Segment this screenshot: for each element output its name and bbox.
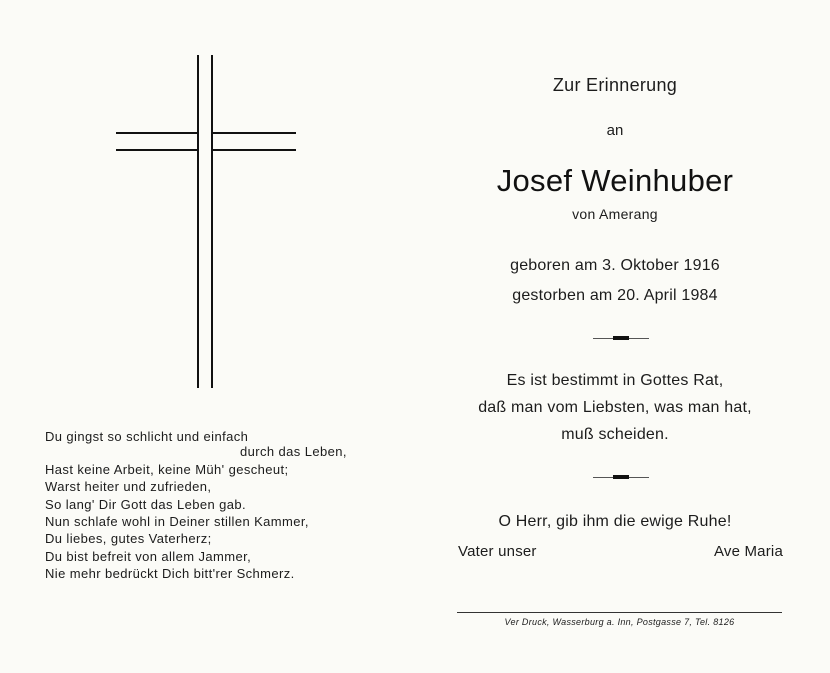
poem-line: Nie mehr bedrückt Dich bitt'rer Schmerz. — [45, 566, 295, 582]
prayer-vater-unser: Vater unser — [458, 543, 537, 560]
memorial-heading: Zur Erinnerung — [552, 75, 678, 95]
deceased-name: Josef Weinhuber — [496, 163, 734, 198]
deceased-origin: von Amerang — [572, 206, 658, 222]
birth-date: geboren am 3. Oktober 1916 — [510, 257, 720, 274]
poem-line: Du gingst so schlicht und einfach — [45, 429, 249, 444]
poem-line: Du bist befreit von allem Jammer, — [45, 548, 252, 564]
divider-ornament — [593, 475, 649, 481]
divider-ornament — [593, 336, 649, 342]
poem-line: Warst heiter und zufrieden, — [45, 479, 212, 495]
death-date: gestorben am 20. April 1984 — [512, 287, 718, 304]
prayer-text: O Herr, gib ihm die ewige Ruhe! — [498, 513, 732, 530]
cross-icon — [110, 55, 300, 390]
poem — [45, 428, 347, 583]
poem-line: So lang' Dir Gott das Leben gab. — [45, 496, 247, 512]
footer-divider — [457, 612, 782, 613]
memorial-an: an — [606, 122, 624, 139]
verse-line: daß man vom Liebsten, was man hat, — [478, 399, 752, 416]
printer-imprint: Ver Druck, Wasserburg a. Inn, Postgasse 7, Tel. 8126 — [504, 617, 735, 627]
verse-line: Es ist bestimmt in Gottes Rat, — [506, 372, 724, 389]
poem-line: Nun schlafe wohl in Deiner stillen Kammer, — [45, 513, 309, 529]
poem-line: durch das Leben, — [240, 444, 347, 460]
poem-line: Du liebes, gutes Vaterherz; — [45, 531, 212, 547]
prayer-ave-maria: Ave Maria — [713, 543, 783, 560]
poem-line: Hast keine Arbeit, keine Müh' gescheut; — [45, 461, 289, 477]
verse-line: muß scheiden. — [561, 426, 669, 443]
